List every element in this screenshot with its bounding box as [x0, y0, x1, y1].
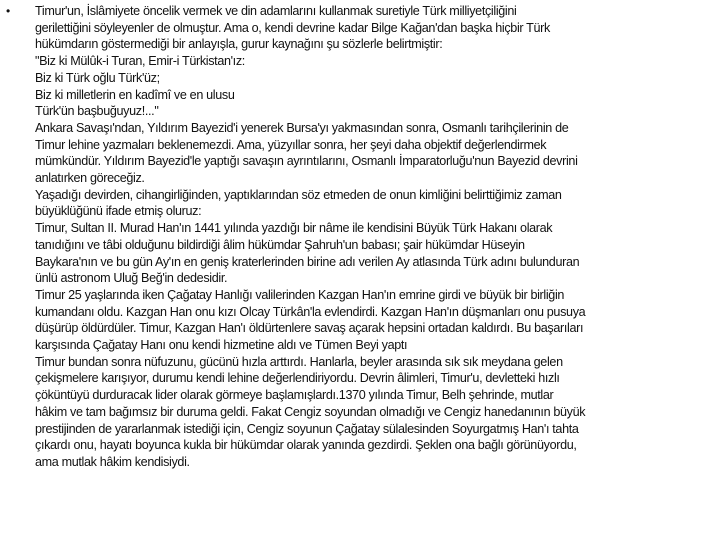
paragraph-text	[35, 3, 719, 471]
text-line: Biz ki Türk oğlu Türk'üz;	[35, 70, 160, 85]
text-line: Biz ki milletlerin en kadîmî ve en ulusu	[35, 87, 235, 102]
text-line: Timur, Sultan II. Murad Han'ın 1441 yılında yazdığı bir nâme ile kendisini Büyük Türk Hakanı olarak	[35, 221, 553, 236]
text-line: "Biz ki Mülûk-i Turan, Emir-i Türkistan'ız:	[35, 54, 245, 69]
text-line: Timur lehine yazmaları beklenemezdi. Ama, yüzyıllar sonra, her şeyi daha objektif değerlendirmek	[35, 137, 547, 152]
text-line: çöküntüyü durduracak lider olarak görmeye başlamışlardı.1370 yılında Timur, Belh şehrinde, mutlar	[35, 388, 554, 403]
text-line: düşürüp öldürdüler. Timur, Kazgan Han'ı öldürtenlere savaş açarak hepsini ortadan kaldırdı. Bu başarıları	[35, 321, 584, 336]
text-line: mümkündür. Yıldırım Bayezid'le yaptığı savaşın ayrıntılarını, Osmanlı İmparatorluğu'nun Bayezid devrini	[35, 154, 578, 169]
text-line: hâkim ve tam bağımsız bir duruma geldi. Fakat Cengiz soyundan olmadığı ve Cengiz hanedanının büyük	[35, 404, 586, 419]
text-line: karşısında Çağatay Hanı onu kendi hizmetine aldı ve Tümen Beyi yaptı	[35, 338, 408, 353]
text-line: Timur 25 yaşlarında iken Çağatay Hanlığı valilerinden Kazgan Han'ın emrine girdi ve büyük bir birliğin	[35, 287, 565, 302]
text-line: büyüklüğünü ifade etmiş oluruz:	[35, 204, 202, 219]
text-line: Ankara Savaşı'ndan, Yıldırım Bayezid'i yenerek Bursa'yı yakmasından sonra, Osmanlı tarihçilerinin de	[35, 120, 569, 135]
text-line: ünlü astronom Uluğ Beğ'in dedesidir.	[35, 271, 228, 286]
text-line: prestijinden de yararlanmak istediği için, Cengiz soyunun Çağatay sülalesinden Soyurgatmış Han'ı tahta	[35, 421, 579, 436]
text-line: Yaşadığı devirden, cihangirliğinden, yaptıklarından söz etmeden de onun kimliğini belirttiğimiz zaman	[35, 187, 562, 202]
text-line: hükümdarın göstermediği bir anlayışla, gurur kaynağını şu sözlerle belirtmiştir:	[35, 37, 443, 52]
text-line: Timur'un, İslâmiyete öncelik vermek ve din adamlarını kullanmak suretiyle Türk milliyetçiliğini	[35, 4, 517, 18]
text-line: çıkardı onu, hayatı boyunca kukla bir hükümdar olarak yanında gezdirdi. Şeklen ona bağlı görünüyordu,	[35, 438, 577, 453]
text-line: Türk'ün başbuğuyuz!..."	[35, 104, 159, 119]
text-line: Timur bundan sonra nüfuzunu, gücünü hızla arttırdı. Hanlarla, beyler arasında sık sık meydana gelen	[35, 354, 563, 369]
bullet-marker: •	[6, 4, 11, 18]
text-line: kumandanı oldu. Kazgan Han onu kızı Olcay Türkân'la evlendirdi. Kazgan Han'ın düşmanları onu pusuya	[35, 304, 586, 319]
text-line: gerilettiğini söyleyenler de olmuştur. Ama o, kendi devrine kadar Bilge Kağan'dan başka hiçbir Türk	[35, 20, 550, 35]
text-line: anlatırken göreceğiz.	[35, 171, 145, 186]
text-line: tanıdığını ve tâbi olduğunu bildirdiği âlim hükümdar Şahruh'un babası; şair hükümdar Hüseyin	[35, 237, 525, 252]
text-line: Baykara'nın ve bu gün Ay'ın en geniş kraterlerinden birine adı verilen Ay atlasında Türk adını bulunduran	[35, 254, 580, 269]
text-line: çekişmelere karışıyor, durumu kendi lehine değerlendiriyordu. Devrin âlimleri, Timur'u, devletteki hızlı	[35, 371, 560, 386]
text-line: ama mutlak hâkim kendisiydi.	[35, 454, 190, 469]
